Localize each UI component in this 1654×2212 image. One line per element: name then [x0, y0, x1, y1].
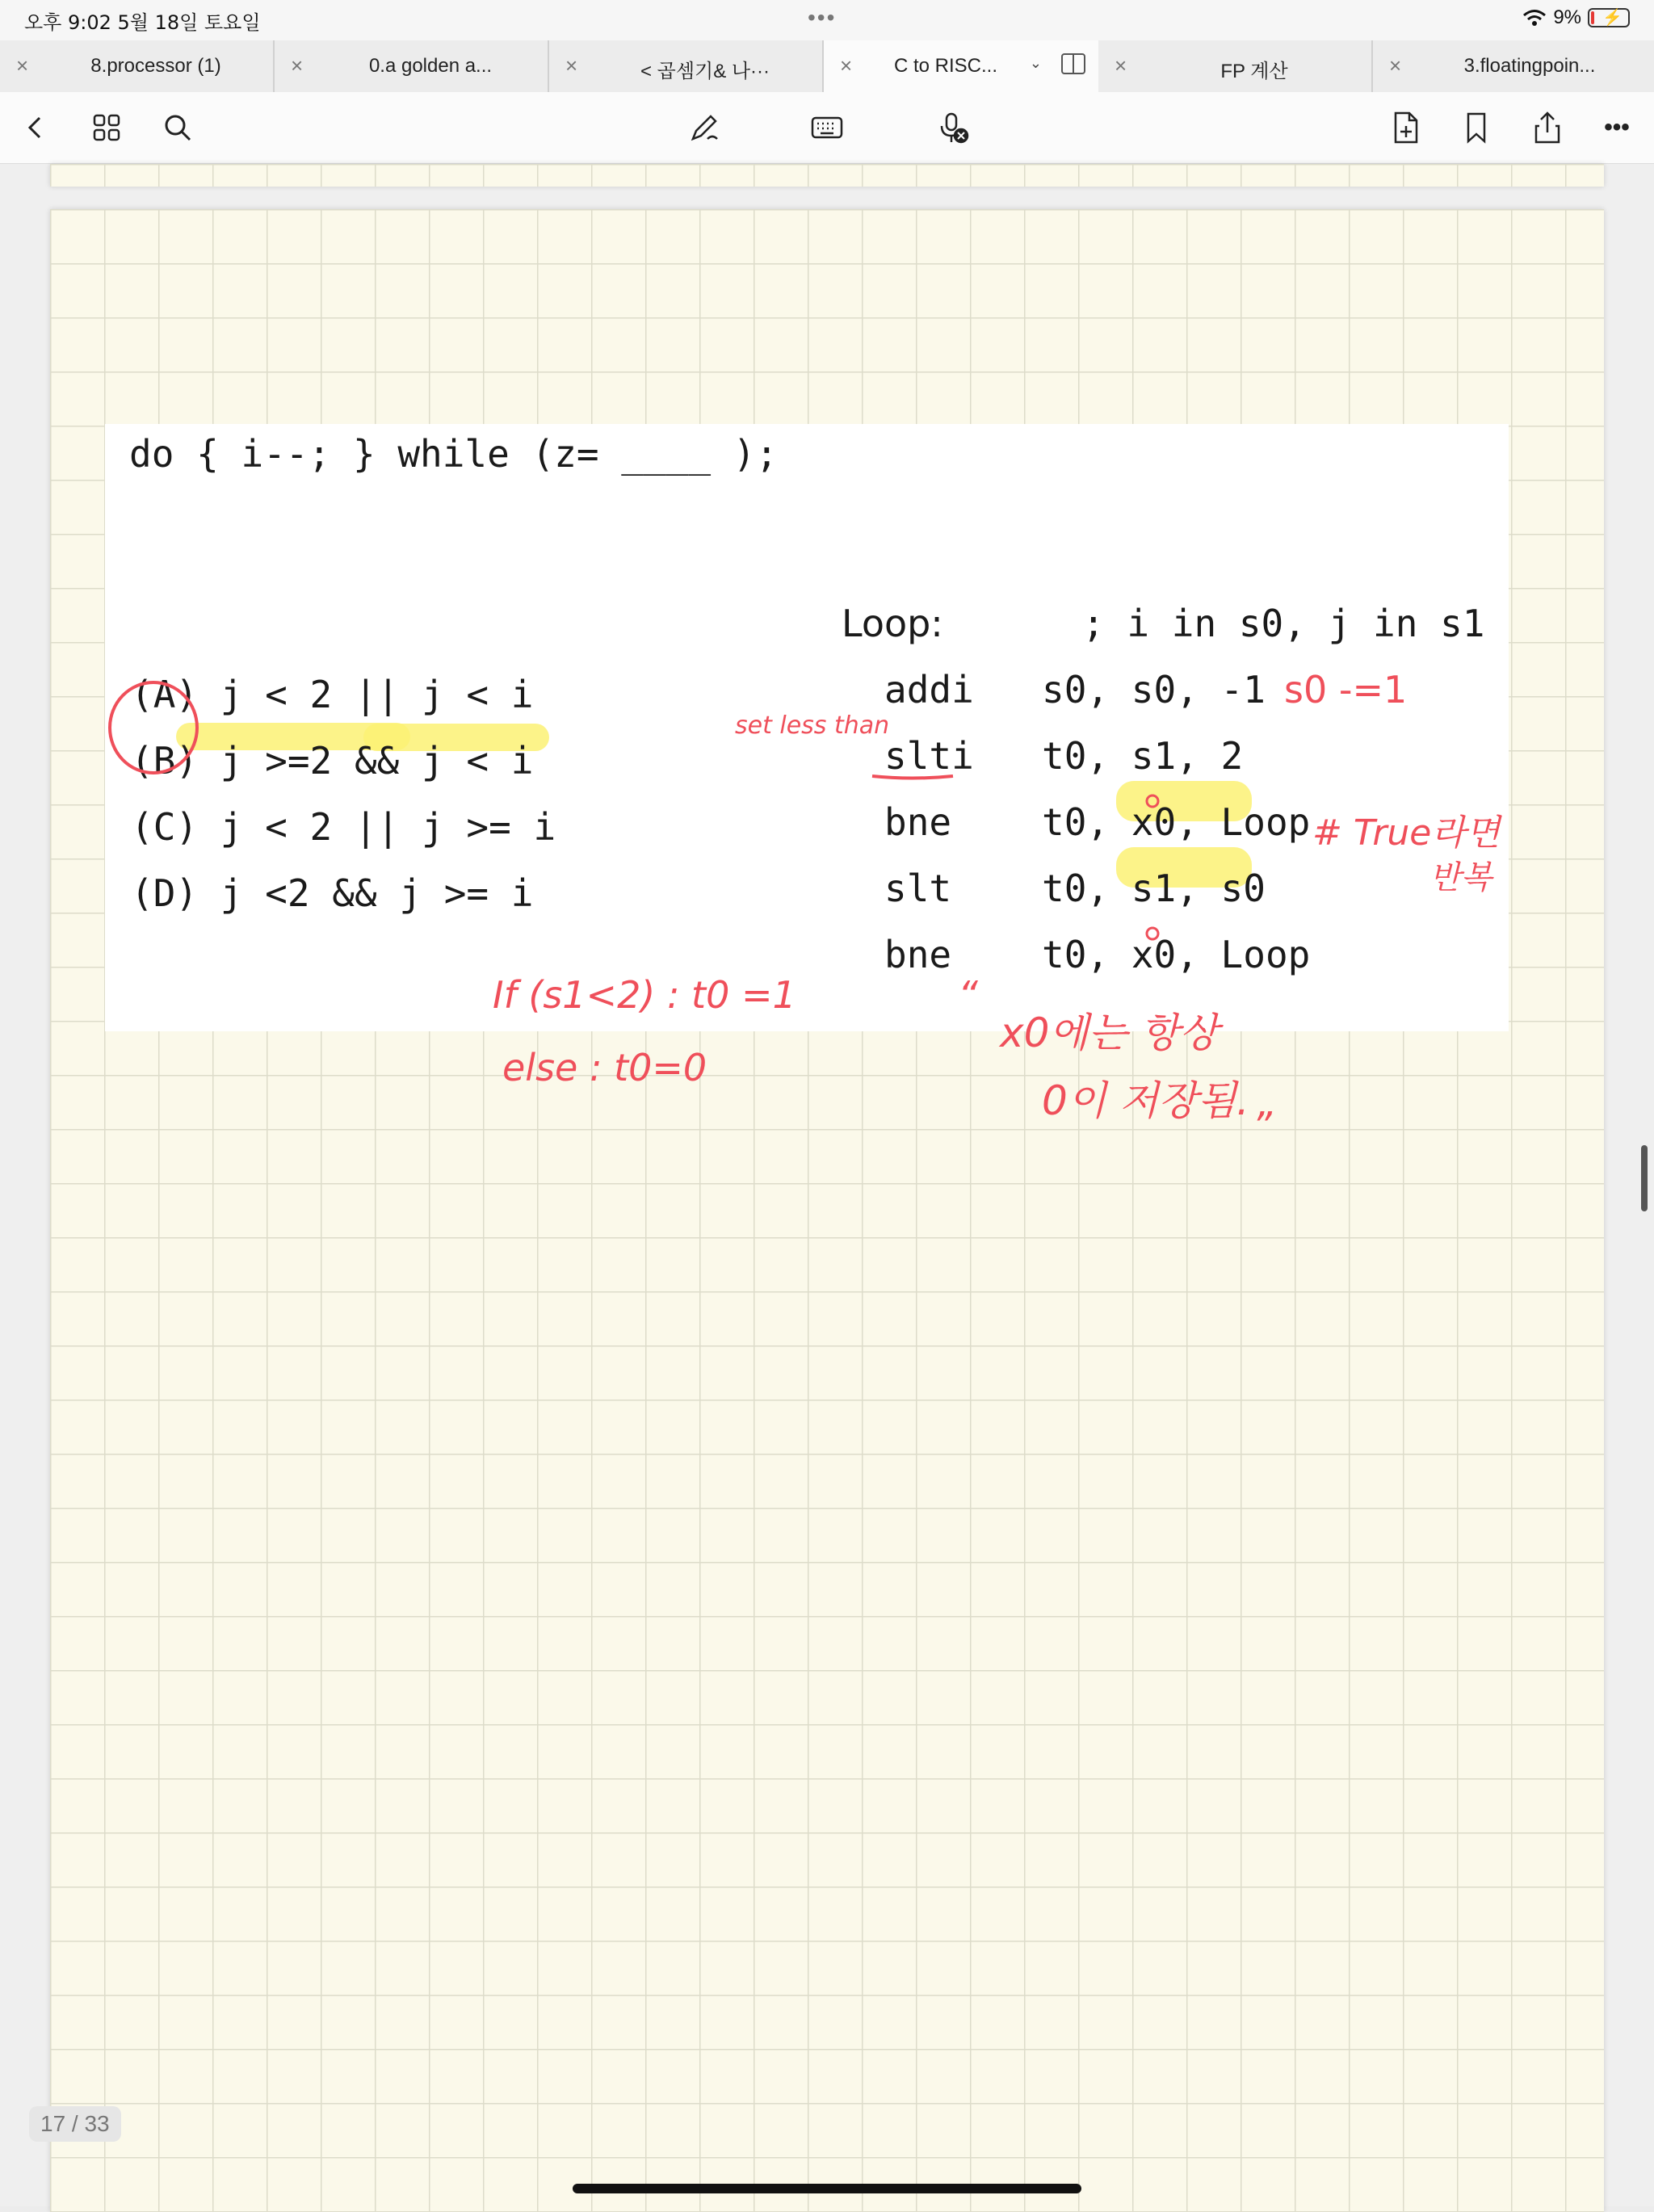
add-page-icon[interactable] — [1386, 108, 1425, 147]
tab-processor[interactable] — [0, 40, 275, 92]
tab-multiplier[interactable] — [549, 40, 824, 92]
tab-label: 0.a golden a... — [368, 55, 493, 77]
status-time: 오후 9:02 5월 18일 토요일 — [24, 11, 261, 34]
annotation-x0-line2: 0이 저장됨. — [1042, 1077, 1249, 1124]
annotation-quote-close: ” — [1252, 1104, 1272, 1149]
option-c: (C) j < 2 || j >= i — [131, 805, 556, 849]
option-a: (A) j < 2 || j < i — [131, 673, 534, 716]
option-d: (D) j <2 && j >= i — [131, 871, 534, 915]
current-page[interactable] — [50, 209, 1604, 2212]
asm-args: t0, s1, s0 — [1042, 867, 1266, 910]
home-indicator[interactable] — [573, 2184, 1081, 2193]
asm-args: t0, s1, 2 — [1042, 734, 1244, 778]
chevron-down-icon[interactable]: ⌄ — [1029, 55, 1042, 71]
tab-label: 8.processor (1) — [90, 55, 221, 77]
option-b: (B) j >=2 && j < i — [131, 739, 534, 783]
grid-icon[interactable] — [87, 108, 126, 147]
annotation-s0-decrement: s0 -=1 — [1284, 668, 1408, 711]
scrollbar[interactable] — [1641, 1145, 1648, 1211]
split-view-icon[interactable] — [1061, 53, 1085, 74]
tab-fp[interactable] — [1098, 40, 1373, 92]
asm-args: s0, s0, -1 — [1042, 668, 1266, 711]
wifi-icon — [1522, 8, 1547, 27]
asm-op: bne — [884, 800, 952, 844]
back-icon[interactable] — [16, 108, 55, 147]
close-icon[interactable]: × — [565, 53, 578, 78]
status-right — [1522, 6, 1630, 29]
mic-off-icon[interactable] — [934, 108, 972, 147]
asm-op: slti — [884, 734, 974, 778]
loop-label: Loop: — [842, 602, 943, 645]
battery-icon — [1588, 8, 1630, 27]
page-indicator: 17 / 33 — [29, 2106, 121, 2142]
annotation-true-repeat: # True라면 — [1312, 812, 1501, 854]
document-tabs — [0, 40, 1654, 92]
asm-op: addi — [884, 668, 974, 711]
search-icon[interactable] — [158, 108, 197, 147]
annotation-set-less-than: set less than — [735, 711, 890, 740]
asm-args: t0, x0, Loop — [1042, 933, 1311, 976]
close-icon[interactable]: × — [16, 53, 29, 78]
tab-c-to-risc[interactable] — [824, 40, 1098, 92]
battery-fill — [1591, 11, 1594, 24]
multitasking-dots[interactable]: ••• — [808, 5, 837, 30]
toolbar — [0, 92, 1654, 164]
more-icon[interactable]: ••• — [1604, 114, 1630, 141]
code-line: do { i--; } while (z= ____ ); — [129, 432, 779, 476]
tab-floatingpoint[interactable] — [1373, 40, 1648, 92]
tab-label: 3.floatingpoin... — [1463, 55, 1596, 77]
status-bar — [0, 0, 1654, 40]
question-snippet — [105, 424, 1509, 1031]
tab-label: FP 계산 — [1220, 61, 1288, 82]
keyboard-icon[interactable] — [808, 108, 846, 147]
asm-args: t0, x0, Loop — [1042, 800, 1311, 844]
close-icon[interactable]: × — [1115, 53, 1127, 78]
share-icon[interactable] — [1528, 108, 1567, 147]
bookmark-icon[interactable] — [1457, 108, 1496, 147]
close-icon[interactable]: × — [1389, 53, 1402, 78]
pen-icon[interactable] — [685, 108, 724, 147]
previous-page — [50, 164, 1604, 187]
annotation-quote-open: “ — [958, 973, 978, 1018]
asm-op: bne — [884, 933, 952, 976]
annotation-if: If (s1<2) : t0 =1 — [493, 973, 796, 1017]
tab-label: C to RISC... — [893, 55, 998, 77]
annotation-repeat: 반복 — [1429, 859, 1492, 896]
tab-golden[interactable] — [275, 40, 549, 92]
close-icon[interactable]: × — [840, 53, 853, 78]
asm-op: slt — [884, 867, 952, 910]
notebook-canvas[interactable] — [0, 164, 1654, 2206]
close-icon[interactable]: × — [291, 53, 304, 78]
annotation-else: else : t0=0 — [502, 1046, 707, 1089]
annotation-x0-line1: x0에는 항상 — [1000, 1009, 1219, 1056]
loop-comment: ; i in s0, j in s1 — [1082, 602, 1485, 645]
charging-bolt-icon: ⚡ — [1602, 9, 1623, 27]
tab-label: < 곱셈기& 나··· — [640, 61, 770, 82]
battery-percent: 9% — [1553, 6, 1581, 28]
